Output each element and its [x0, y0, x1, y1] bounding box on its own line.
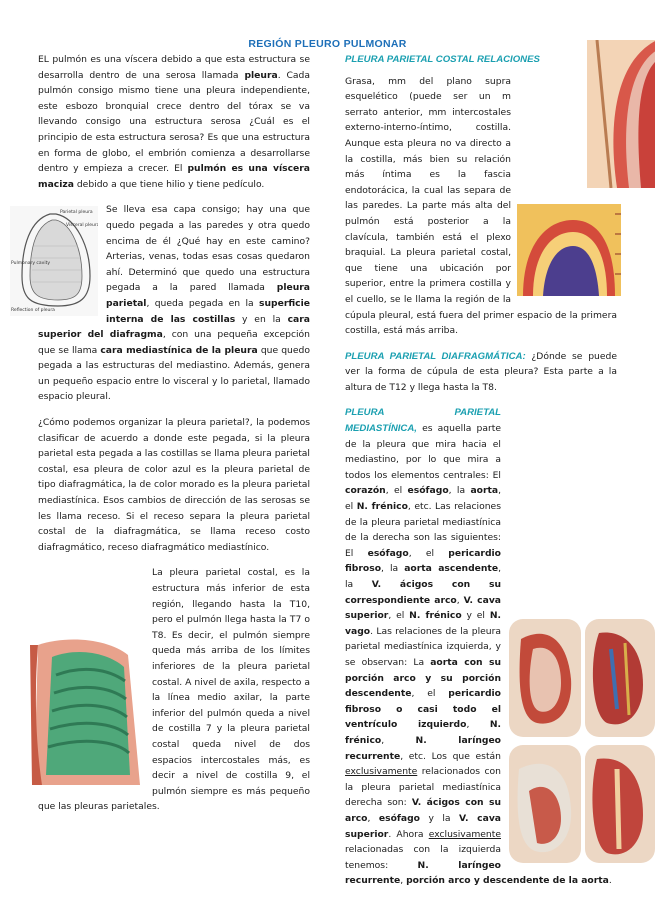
- pleura-diagram-figure: [10, 206, 98, 316]
- cupula-image: [517, 204, 621, 296]
- figure-label-cavity: Pulmonary cavity: [11, 261, 50, 267]
- heading-mediastinal: PLEURA PARIETAL MEDIASTÍNICA,: [345, 407, 501, 435]
- left-paragraph-3: ¿Cómo podemos organizar la pleura parietal?, la podemos clasificar de acuerdo a donde este pegada, si la pleura parietal esta pegada a las costillas se llama pleura parietal costal, esa pleura de color azul es la pleura parietal de tipo diafragmática, la de color morado es la pleura parietal mediastínica. Esos cambios de dirección de las serosas se les llama receso. Si el receso separa la pleura parietal costal de la diafragmática, se llama receso costo diafragmático, receso diafragmático mediastínico.: [38, 417, 310, 553]
- thorax-illustration: [28, 635, 146, 785]
- heading-costal: PLEURA PARIETAL COSTAL RELACIONES: [345, 54, 540, 65]
- page-title: REGIÓN PLEURO PULMONAR: [248, 38, 407, 50]
- pleura-diagram: [10, 206, 98, 316]
- left-paragraph-1: EL pulmón es una víscera debido a que esta estructura se desarrolla dentro de una serosa llamada pleura. Cada pulmón consigo mismo tiene una pleura independiente, este esbozo bronquial crece dentro del tórax se va llevando consigo una estructura serosa ¿Cuál es el principio de esta estructura serosa? Es que una estructura en forma de globo, el embrión comienza a desarrollarse dentro y empieza a crecer. El pulmón es una víscera maciza debido a que tiene hilio y tiene pedículo.: [38, 54, 310, 190]
- mediastinal-images: [507, 619, 655, 863]
- mediastinal-section: PLEURA PARIETAL MEDIASTÍNICA, es aquella parte de la pleura que mira hacia el mediastino, por lo que mira a todos los elementos centrales: El corazón, el esófago, la aorta, el N. frénico, etc. Las relaciones de la pleura parietal mediastínica de la derecha son las siguientes: El esófago, el pericardio fibroso, la aorta ascendente, la V. ácigos con su correspondiente arco, V. cava superior, el N. frénico y el N. vago. Las relaciones de la pleura parietal mediastínica izquierda, y se observan: La aorta con su porción arco y su porción descendente, el pericardio fibroso o casi todo el ventrículo izquierdo, N. frénico, N. laríngeo recurrente, etc. Los que están exclusivamente relacionados con la pleura parietal mediastínica derecha son: V. ácigos con su arco, esófago y la V. cava superior. Ahora exclusivamente relacionadas con la izquierda tenemos: N. laríngeo recurrente, porción arco y descendente de la aorta.: [345, 407, 612, 887]
- left-paragraph-4: La pleura parietal costal, es la estructura más inferior de esta región, llegando hasta la T10, pero el pulmón llega hasta la T7 o T8. Es decir, el pulmón siempre queda más arriba de los límites inferiores de la pleura parietal costal. A nivel de axila, respecto a la línea medio axilar, la parte inferior del pulmón queda a nivel de costilla 7 y la pleura parietal costal queda nivel de dos espacios intercostales más, es decir a nivel de costilla 9, el pulmón siempre es más pequeño que las pleuras parietales.: [38, 567, 310, 813]
- left-column: [11, 52, 310, 825]
- left-paragraph-2: Se lleva esa capa consigo; hay una que quedo pegada a las paredes y otra quedo encima de él ¿Qué hay en este camino? Arterias, venas, todas esas cosas quedaron ahí. Determinó que quedo una estructura pegada a la pared llamada pleura parietal, queda pegada en la superficie interna de las costillas y en la cara superior del diafragma, con una pequeña excepción que se llama cara mediastínica de la pleura que quedo pegada a las estructuras del mediastino. Además, genera un pequeño espacio entre lo visceral y lo parietal, llamado espacio pleural.: [38, 204, 310, 403]
- costal-pleura-image: [587, 40, 655, 188]
- costal-section: [345, 52, 617, 68]
- figure-label-visceral: Visceral pleura: [66, 223, 98, 229]
- right-column: [345, 52, 617, 899]
- heading-diaphragmatic: PLEURA PARIETAL DIAFRAGMÁTICA:: [345, 350, 526, 362]
- diaphragmatic-section: PLEURA PARIETAL DIAFRAGMÁTICA: ¿Dónde se puede ver la forma de cúpula de esta pleura? Esta parte a la altura de T12 y llega hasta la T8.: [345, 350, 617, 393]
- figure-label-parietal: Parietal pleura: [60, 210, 93, 216]
- figure-label-reflection: Reflection of pleura: [11, 308, 55, 314]
- right-paragraph-1: Grasa, mm del plano supra esquelético (puede ser un m serrato anterior, mm intercostales externo-interno-íntimo, costilla. Aunque esta pleura no va directo a la costilla, más bien su relación más íntima es la fascia endotorácica, la cual las separa de las paredes. La parte más alta del pulmón está posterior a la clavícula, también está el plexo braquial. La pleura parietal costal, que tiene una ubicación por superior, entre la primera costilla y el cuello, se le llama la región de la cúpula pleural, está fuera del primer espacio de la primera costilla, está más arriba.: [345, 75, 617, 337]
